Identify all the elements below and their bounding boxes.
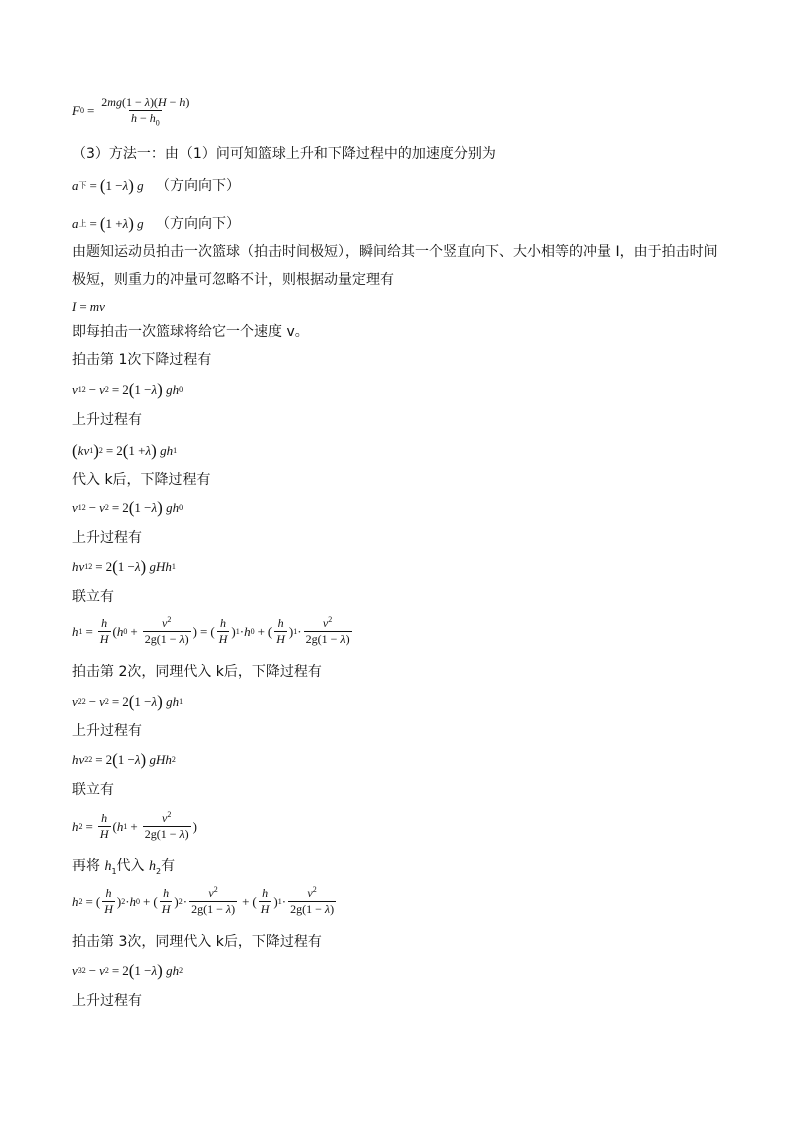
formula-eq4: hv 1 2 = 2 ( 1 − λ ) gHh 1 [72, 557, 176, 576]
step-heading: 上升过程有 [72, 993, 142, 1009]
paragraph-line: 由题知运动员拍击一次篮球（拍击时间极短），瞬间给其一个竖直向下、大小相等的冲量 I，由于拍击时间 [72, 244, 718, 260]
formula-eq9: h 2 = ( $\frac{h}{H}$ ) 2 · h 0 + ( $\frac{h}{H}$ ) 2 · $\frac{v^2}{2g(1 - \lambda)}$ + ( $\frac{h}{H}$ ) 1 · $\frac{v^2}{2g(1 - \lambda)}$ [72, 885, 335, 916]
step-heading: 拍击第 3次，同理代入 k后，下降过程有 [72, 934, 322, 950]
step-heading: 上升过程有 [72, 412, 142, 428]
paragraph-line: 极短，则重力的冲量可忽略不计，则根据动量定理有 [72, 272, 394, 288]
formula-a-up: a 上 = ( 1 + λ ) g （方向向下） [72, 214, 240, 233]
step-heading: 上升过程有 [72, 723, 142, 739]
formula-eq5: h 1 = $\frac{h}{H}$ ( h 0 + $\frac{v^2}{2g(1 - \lambda)}$ ) = ( $\frac{h}{H}$ ) 1 · h 0 + ( $\frac{h}{H}$ ) 1 · $\frac{v^2}{2g(1 - \lambda)}$ [72, 615, 350, 646]
paragraph-line: 即每拍击一次篮球将给它一个速度 v。 [72, 324, 309, 340]
section-3-heading: （3）方法一：由（1）问可知篮球上升和下降过程中的加速度分别为 [72, 146, 496, 162]
formula-eq8: h 2 = $\frac{h}{H}$ ( h 1 + $\frac{v^2}{2g(1 - \lambda)}$ ) [72, 810, 198, 841]
formula-eq1: v 1 2 − v 2 = 2 ( 1 − λ ) gh 0 [72, 380, 184, 399]
step-heading: 上升过程有 [72, 530, 142, 546]
direction-note: （方向向下） [155, 178, 240, 194]
step-heading: 再将 $h_1$代入 $h_2$有 [72, 858, 176, 876]
formula-eq7: hv 2 2 = 2 ( 1 − λ ) gHh 2 [72, 750, 176, 769]
formula-a-down: a 下 = ( 1 − λ ) g （方向向下） [72, 176, 240, 195]
formula-eq10: v 3 2 − v 2 = 2 ( 1 − λ ) gh 2 [72, 961, 184, 980]
step-heading: 拍击第 2次，同理代入 k后，下降过程有 [72, 664, 322, 680]
formula-f0: F 0 = $\frac{2mg(1 - \lambda)(H - h)}{h - h_0}$ [72, 95, 190, 128]
step-heading: 联立有 [72, 589, 114, 605]
formula-eq2: ( kv 1 ) 2 = 2 ( 1 + λ ) gh 1 [72, 441, 178, 460]
step-heading: 代入 k后，下降过程有 [72, 472, 211, 488]
step-heading: 联立有 [72, 782, 114, 798]
formula-impulse: I = mv [72, 299, 105, 314]
formula-eq6: v 2 2 − v 2 = 2 ( 1 − λ ) gh 1 [72, 692, 184, 711]
direction-note: （方向向下） [155, 216, 240, 232]
step-heading: 拍击第 1次下降过程有 [72, 352, 212, 368]
formula-eq3: v 1 2 − v 2 = 2 ( 1 − λ ) gh 0 [72, 498, 184, 517]
